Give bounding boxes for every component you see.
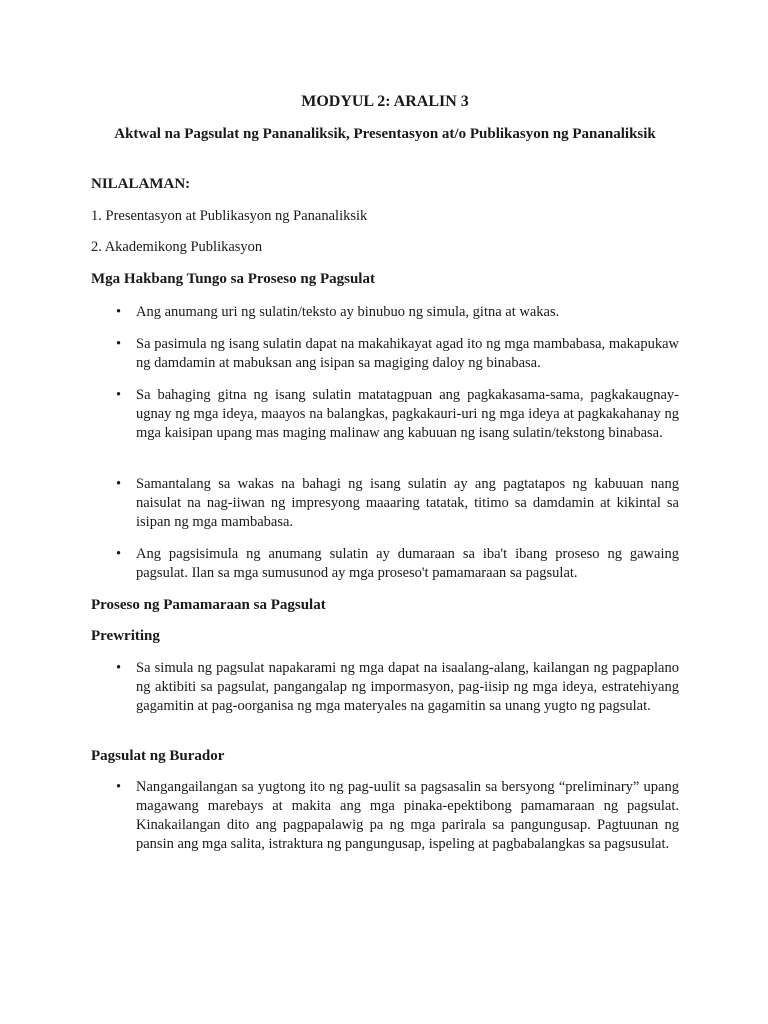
list-item-text: Ang pagsisimula ng anumang sulatin ay dumaraan sa iba't ibang proseso ng gawaing pagsulat. Ilan sa mga sumusunod ay mga proseso't pamamaraan sa pagsulat.: [136, 546, 679, 581]
section-heading-burador: Pagsulat ng Burador: [91, 748, 225, 764]
bullet-marker: •: [116, 476, 122, 492]
section-heading-proseso: Proseso ng Pamamaraan sa Pagsulat: [91, 597, 326, 613]
lesson-subtitle: Aktwal na Pagsulat ng Pananaliksik, Presentasyon at/o Publikasyon ng Pananaliksik: [114, 126, 656, 142]
bullet-marker: •: [116, 387, 122, 403]
section-heading-hakbang: Mga Hakbang Tungo sa Proseso ng Pagsulat: [91, 271, 375, 287]
list-item-text: Sa pasimula ng isang sulatin dapat na makahikayat agad ito ng mga mambabasa, makapukaw ng damdamin at mabuksan ang isipan sa magiging daloy ng binabasa.: [136, 336, 679, 371]
bullet-marker: •: [116, 546, 122, 562]
nilalaman-item: 2. Akademikong Publikasyon: [91, 239, 263, 255]
list-item-text: Ang anumang uri ng sulatin/teksto ay binubuo ng simula, gitna at wakas.: [136, 304, 560, 320]
bullet-marker: •: [116, 660, 122, 676]
list-item-text: Nangangailangan sa yugtong ito ng pag-uulit sa pagsasalin sa bersyong “preliminary” upang magawang marebays at makita ang mga pinaka-epektibong pamamaraan ng pagsulat. Kinakailangan dito ang pagpapalawig pa ng mga parirala sa pangungusap. Pagtuunan ng pansin ang mga salita, istraktura ng pangungusap, ispeling at pagbabalangkas sa pagsusulat.: [136, 779, 679, 852]
nilalaman-item: 1. Presentasyon at Publikasyon ng Pananaliksik: [91, 208, 368, 224]
list-item-text: Sa simula ng pagsulat napakarami ng mga dapat na isaalang-alang, kailangan ng pagpaplano ng aktibiti sa pagsulat, pangangalap ng impormasyon, pag-iisip ng mga ideya, estratehiyang gagamitin at pag-oorganisa ng mga materyales na gagamitin sa unang yugto ng pagsulat.: [136, 660, 679, 714]
list-item-text: Sa bahaging gitna ng isang sulatin matatagpuan ang pagkakasama-sama, pagkakaugnay-ugnay ng mga ideya, maayos na balangkas, pagkakauri-uri ng mga ideya at pagkakahanay ng mga kaisipan upang mas maging malinaw ang kabuuan ng isang sulatin/tekstong binabasa.: [136, 387, 679, 441]
bullet-marker: •: [116, 336, 122, 352]
section-heading-prewriting: Prewriting: [91, 628, 160, 644]
bullet-marker: •: [116, 304, 122, 320]
list-item-text: Samantalang sa wakas na bahagi ng isang sulatin ay ang pagtatapos ng kabuuan nang naisulat na nag-iiwan ng impresyong maaaring tatatak, titimo sa damdamin at kikintal sa isipan ng mga mambabasa.: [136, 476, 679, 530]
bullet-marker: •: [116, 779, 122, 795]
module-title: MODYUL 2: ARALIN 3: [301, 93, 469, 110]
nilalaman-heading: NILALAMAN:: [91, 176, 191, 192]
